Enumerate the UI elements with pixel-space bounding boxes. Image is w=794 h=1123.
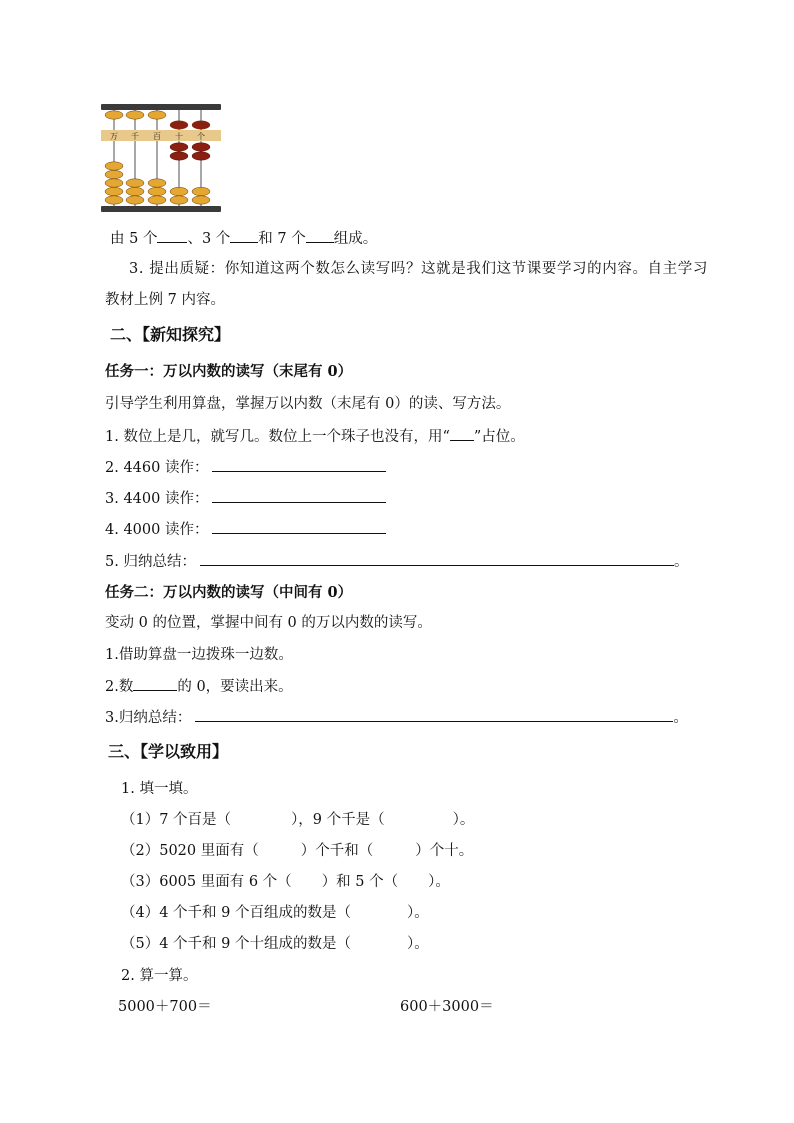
abacus-bead [126, 111, 144, 119]
answer-line[interactable] [200, 551, 674, 566]
item-text: （2）5020 里面有（ [121, 843, 259, 859]
abacus-bead [148, 111, 166, 119]
abacus-bead [148, 196, 166, 204]
answer-blank[interactable] [133, 676, 177, 691]
abacus-rod-label: 万 [110, 132, 118, 141]
abacus-bead [192, 187, 210, 195]
task-1-item-3 [105, 488, 386, 509]
question-3-line-1: 3. 提出质疑：你知道这两个数怎么读写吗？这就是我们这节课要学习的内容。自主学习 [129, 261, 708, 277]
item-text: ），9 个千是（ [291, 812, 385, 828]
item-text: 2.数 [105, 679, 134, 695]
abacus-bead [148, 179, 166, 187]
item-text: （3）6005 里面有 6 个（ [121, 874, 292, 890]
abacus-bead [170, 152, 188, 160]
item-text: ）。 [452, 812, 475, 828]
item-text: ）和 5 个（ [321, 874, 399, 890]
task-2-item-3 [105, 707, 688, 728]
item-text: 。 [673, 554, 689, 570]
task-1-item-1 [105, 426, 525, 447]
intro-line-1 [110, 228, 377, 249]
item-text: ）个千和（ [300, 843, 374, 859]
abacus-image [101, 104, 221, 212]
task-1-title: 任务一：万以内数的读写（末尾有 0） [105, 363, 353, 380]
fill-item-5 [121, 934, 429, 954]
section-2-title: 二、【新知探究】 [110, 325, 231, 344]
item-text: ）。 [428, 874, 450, 890]
item-text: ）个十。 [415, 843, 474, 859]
item-text: ”占位。 [473, 429, 525, 445]
answer-blank[interactable] [230, 228, 258, 243]
fill-item-2 [121, 841, 473, 861]
task-1-desc: 引导学生利用算盘，掌握万以内数（末尾有 0）的读、写方法。 [105, 396, 511, 412]
abacus-bead [105, 170, 123, 178]
calc-item-1: 5000＋700＝ [118, 999, 212, 1015]
item-text: ）。 [407, 905, 429, 921]
abacus-bottom-frame [101, 206, 221, 212]
item-text: 1. 数位上是几，就写几。数位上一个珠子也没有，用“ [105, 429, 450, 445]
abacus-bead [170, 143, 188, 151]
question-3-line-2: 教材上例 7 内容。 [105, 292, 225, 308]
abacus-bead [105, 196, 123, 204]
intro-text: 由 5 个 [110, 231, 158, 247]
item-text: （1）7 个百是（ [121, 812, 232, 828]
item-text: ）。 [407, 936, 429, 952]
task-2-title: 任务二：万以内数的读写（中间有 0） [105, 584, 353, 601]
abacus-rod-label: 百 [153, 132, 161, 141]
abacus-bead [170, 187, 188, 195]
task-2-item-2 [105, 676, 293, 697]
abacus-bead [105, 162, 123, 170]
item-text: 4. 4000 读作： [105, 522, 209, 538]
abacus-top-frame [101, 104, 221, 110]
abacus-bead [126, 196, 144, 204]
abacus-bead [105, 179, 123, 187]
fill-item-4 [121, 903, 429, 923]
abacus-rod-label: 千 [131, 132, 139, 141]
intro-text: 、3 个 [187, 231, 231, 247]
answer-line[interactable] [212, 519, 386, 534]
intro-text: 组成。 [333, 231, 378, 247]
abacus-bead [126, 179, 144, 187]
task-1-item-2 [105, 457, 386, 478]
item-text: 3. 4400 读作： [105, 491, 209, 507]
calc-item-2: 600＋3000＝ [400, 999, 494, 1015]
question-1-title: 1. 填一填。 [121, 781, 198, 797]
abacus-bead [192, 143, 210, 151]
abacus-bead [192, 121, 210, 129]
item-text: （5）4 个千和 9 个十组成的数是（ [121, 936, 352, 952]
task-2-desc: 变动 0 的位置，掌握中间有 0 的万以内数的读写。 [105, 615, 432, 631]
item-text: 5. 归纳总结： [105, 554, 196, 570]
answer-line[interactable] [212, 457, 386, 472]
abacus-rod-label: 个 [197, 132, 205, 141]
answer-blank[interactable] [306, 228, 334, 243]
fill-item-1 [121, 810, 474, 830]
task-1-item-4 [105, 519, 386, 540]
item-text: 3.归纳总结： [105, 710, 192, 726]
task-1-item-5 [105, 551, 688, 572]
abacus-bead [192, 152, 210, 160]
item-text: 的 0，要读出来。 [177, 679, 293, 695]
answer-blank[interactable] [450, 426, 474, 441]
answer-line[interactable] [212, 488, 386, 503]
intro-text: 和 7 个 [258, 231, 306, 247]
fill-item-3 [121, 872, 450, 892]
item-text: 。 [673, 710, 688, 726]
section-3-title: 三、【学以致用】 [108, 742, 229, 761]
item-text: （4）4 个千和 9 个百组成的数是（ [121, 905, 352, 921]
answer-blank[interactable] [157, 228, 187, 243]
abacus-bead [192, 196, 210, 204]
question-2-title: 2. 算一算。 [121, 968, 198, 984]
abacus-bead [170, 196, 188, 204]
answer-line[interactable] [195, 707, 673, 722]
abacus-bead [105, 187, 123, 195]
abacus-bead [105, 111, 123, 119]
item-text: 2. 4460 读作： [105, 460, 209, 476]
abacus-bead [148, 187, 166, 195]
abacus-rod-label: 十 [175, 132, 183, 141]
task-2-item-1: 1.借助算盘一边拨珠一边数。 [105, 647, 293, 663]
abacus-bead [126, 187, 144, 195]
abacus-bead [170, 121, 188, 129]
